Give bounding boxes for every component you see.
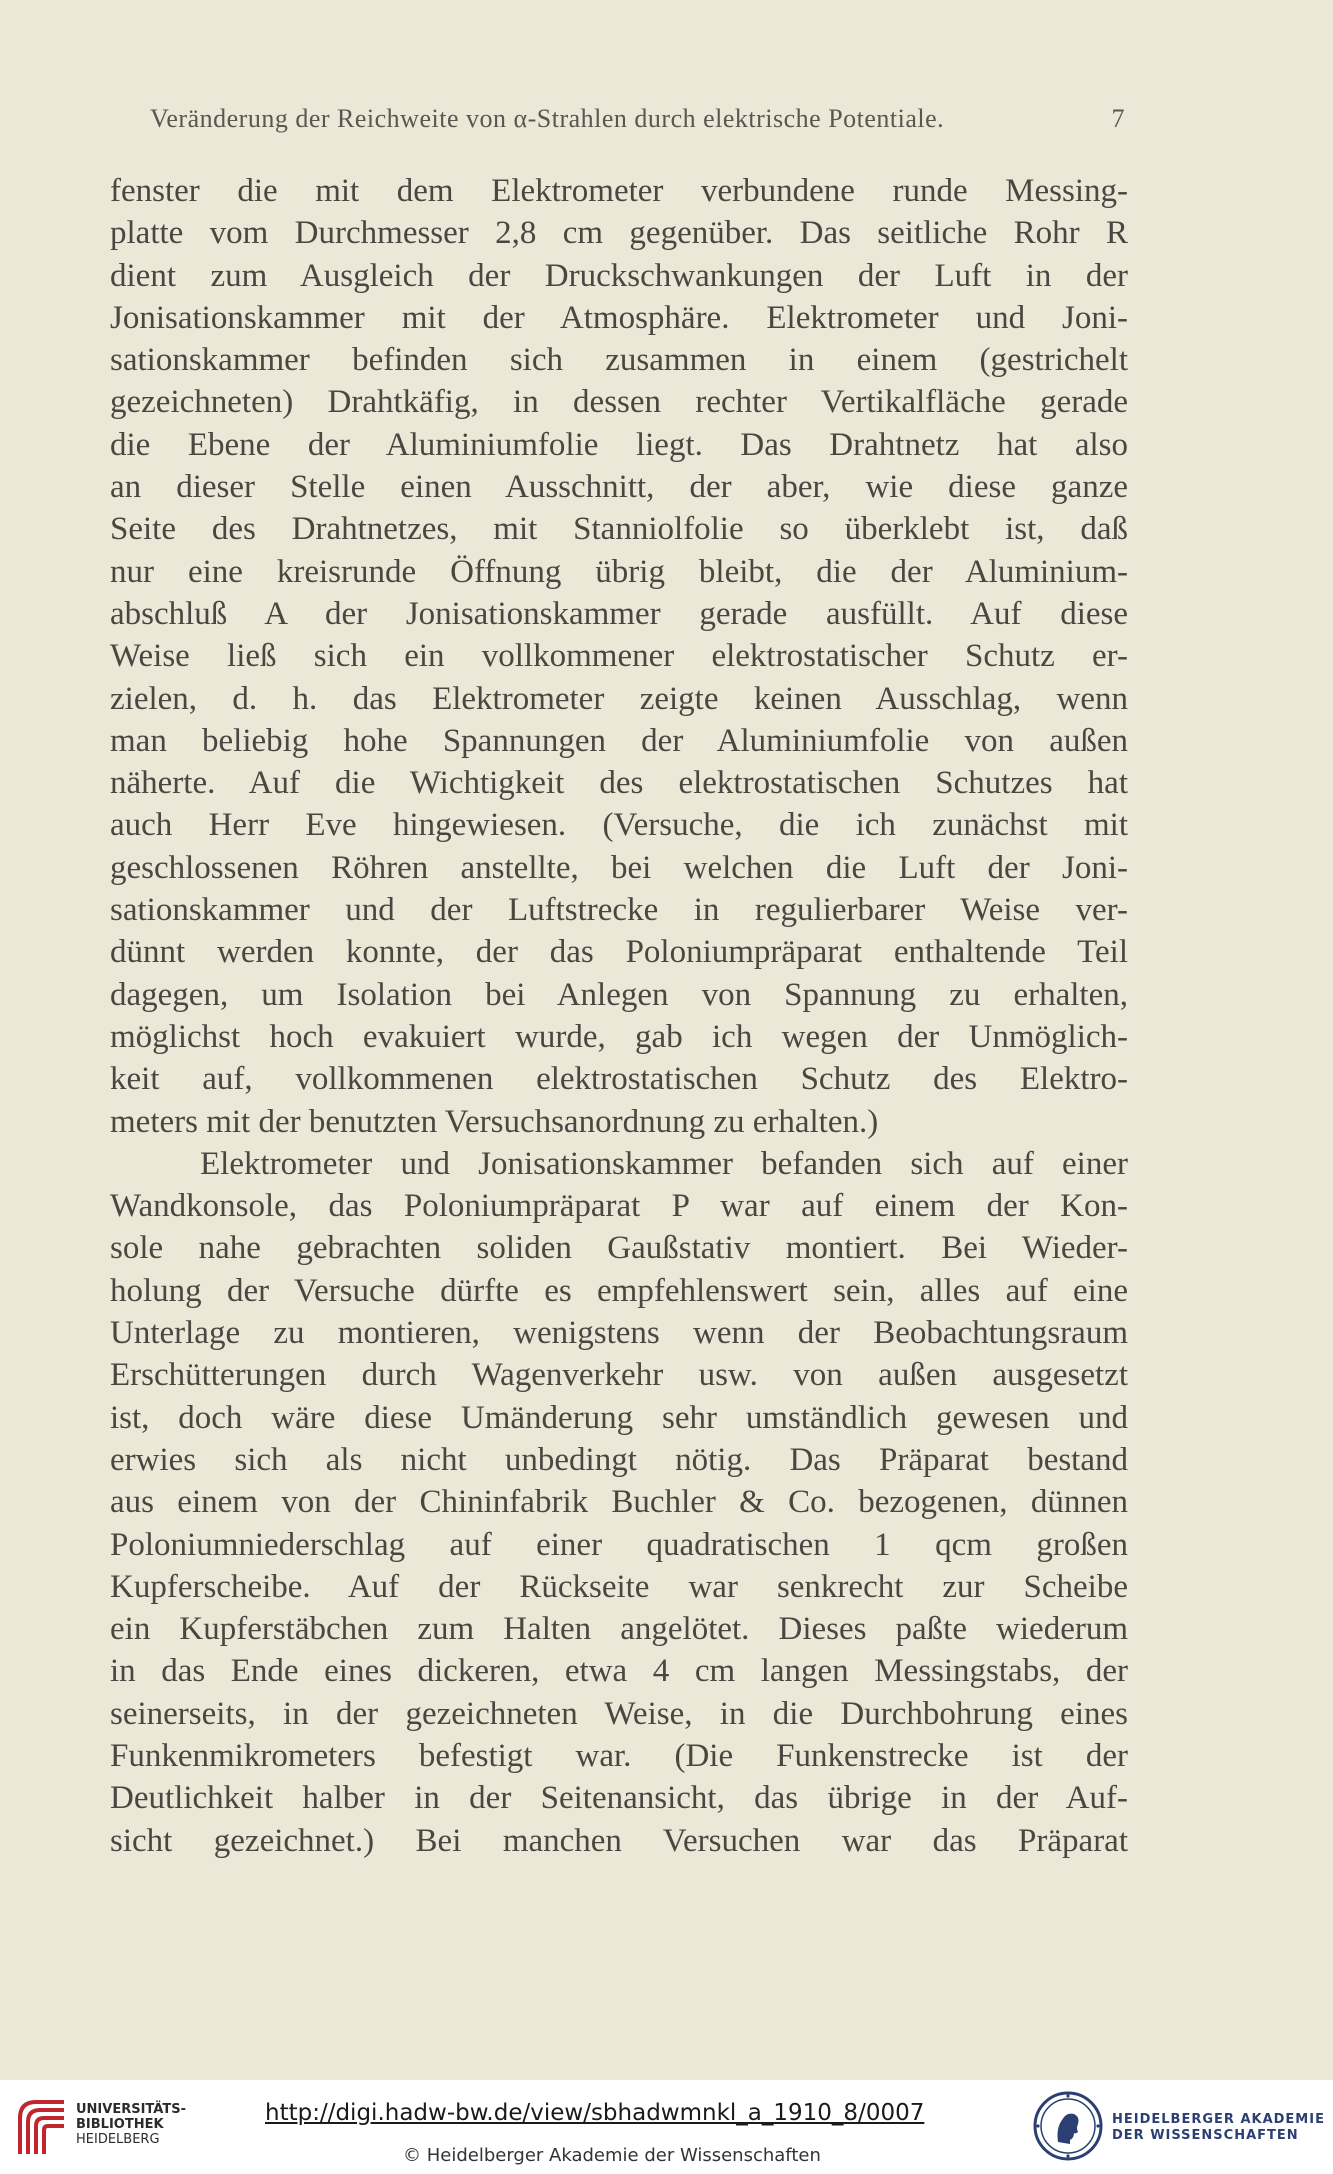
page-number: 7 (1111, 104, 1125, 133)
running-head-title: Veränderung der Reichweite von α-Strahlen durch elektrische Potentiale. (150, 104, 945, 133)
text-line: seinerseits, in der gezeichneten Weise, in die Durchbohrung eines (110, 1695, 1128, 1732)
text-line: Weise ließ sich ein vollkommener elektrostatischer Schutz er- (110, 638, 1128, 675)
text-line: auch Herr Eve hingewiesen. (Versuche, die ich zunächst mit (110, 807, 1128, 844)
academy-name (1112, 2112, 1325, 2144)
footer-bar (0, 2080, 1333, 2174)
academy-line: HEIDELBERGER AKADEMIE (1112, 2112, 1325, 2127)
text-line: Jonisationskammer mit der Atmosphäre. Elektrometer und Joni- (110, 299, 1128, 336)
body-text (110, 170, 1128, 1862)
text-line: sole nahe gebrachten soliden Gaußstativ montiert. Bei Wieder- (110, 1230, 1128, 1267)
text-line: Wandkonsole, das Poloniumpräparat P war auf einem der Kon- (110, 1188, 1128, 1225)
text-line: holung der Versuche dürfte es empfehlenswert sein, alles auf eine (110, 1272, 1128, 1309)
library-line: UNIVERSITÄTS- (76, 2102, 186, 2117)
text-line: ein Kupferstäbchen zum Halten angelötet. Dieses paßte wiederum (110, 1611, 1128, 1648)
text-line: keit auf, vollkommenen elektrostatischen Schutz des Elektro- (110, 1061, 1128, 1098)
text-line: Poloniumniederschlag auf einer quadratischen 1 qcm großen (110, 1526, 1128, 1563)
text-line: Funkenmikrometers befestigt war. (Die Funkenstrecke ist der (110, 1737, 1128, 1774)
text-line: Elektrometer und Jonisationskammer befanden sich auf einer (200, 1145, 1128, 1182)
text-line: Seite des Drahtnetzes, mit Stanniolfolie so überklebt ist, daß (110, 511, 1128, 548)
text-line: die Ebene der Aluminiumfolie liegt. Das Drahtnetz hat also (110, 426, 1128, 463)
text-line: an dieser Stelle einen Ausschnitt, der aber, wie diese ganze (110, 469, 1128, 506)
text-line: aus einem von der Chininfabrik Buchler & Co. bezogenen, dünnen (110, 1484, 1128, 1521)
text-line: dagegen, um Isolation bei Anlegen von Spannung zu erhalten, (110, 976, 1128, 1013)
text-line: Unterlage zu montieren, wenigstens wenn der Beobachtungsraum (110, 1315, 1128, 1352)
text-line: in das Ende eines dickeren, etwa 4 cm langen Messingstabs, der (110, 1653, 1128, 1690)
text-line: man beliebig hohe Spannungen der Aluminiumfolie von außen (110, 722, 1128, 759)
text-line: sationskammer befinden sich zusammen in einem (gestrichelt (110, 342, 1128, 379)
text-line: ist, doch wäre diese Umänderung sehr umständlich gewesen und (110, 1399, 1128, 1436)
text-line: abschluß A der Jonisationskammer gerade ausfüllt. Auf diese (110, 595, 1128, 632)
permalink-url[interactable]: http://digi.hadw-bw.de/view/sbhadwmnkl_a_1910_8/0007 (265, 2100, 925, 2126)
text-line: Deutlichkeit halber in der Seitenansicht, das übrige in der Auf- (110, 1780, 1128, 1817)
text-line: dünnt werden konnte, der das Poloniumpräparat enthaltende Teil (110, 934, 1128, 971)
text-line: näherte. Auf die Wichtigkeit des elektrostatischen Schutzes hat (110, 765, 1128, 802)
text-line: gezeichneten) Drahtkäfig, in dessen rechter Vertikalfläche gerade (110, 384, 1128, 421)
copyright-notice: © Heidelberger Akademie der Wissenschaften (403, 2145, 821, 2166)
text-line: fenster die mit dem Elektrometer verbundene runde Messing- (110, 173, 1128, 209)
text-line: dient zum Ausgleich der Druckschwankungen der Luft in der (110, 257, 1128, 294)
text-line: möglichst hoch evakuiert wurde, gab ich wegen der Unmöglich- (110, 1018, 1128, 1055)
text-line: meters mit der benutzten Versuchsanordnung zu erhalten.) (110, 1103, 879, 1140)
text-line: zielen, d. h. das Elektrometer zeigte keinen Ausschlag, wenn (110, 680, 1128, 717)
text-line: nur eine kreisrunde Öffnung übrig bleibt, die der Aluminium- (110, 553, 1128, 590)
academy-line: DER WISSENSCHAFTEN (1112, 2128, 1299, 2143)
text-line: sicht gezeichnet.) Bei manchen Versuchen war das Präparat (110, 1822, 1128, 1859)
library-line: HEIDELBERG (76, 2132, 160, 2147)
text-line: Kupferscheibe. Auf der Rückseite war senkrecht zur Scheibe (110, 1568, 1128, 1605)
text-line: Erschütterungen durch Wagenverkehr usw. von außen ausgesetzt (110, 1357, 1128, 1394)
academy-seal-icon (1032, 2090, 1104, 2166)
text-line: geschlossenen Röhren anstellte, bei welchen die Luft der Joni- (110, 849, 1128, 886)
library-line: BIBLIOTHEK (76, 2117, 164, 2132)
text-line: erwies sich als nicht unbedingt nötig. Das Präparat bestand (110, 1441, 1128, 1478)
text-line: sationskammer und der Luftstrecke in regulierbarer Weise ver- (110, 892, 1128, 929)
library-logo-icon (14, 2096, 70, 2162)
library-name (76, 2102, 186, 2147)
text-line: platte vom Durchmesser 2,8 cm gegenüber. Das seitliche Rohr R (110, 215, 1128, 252)
